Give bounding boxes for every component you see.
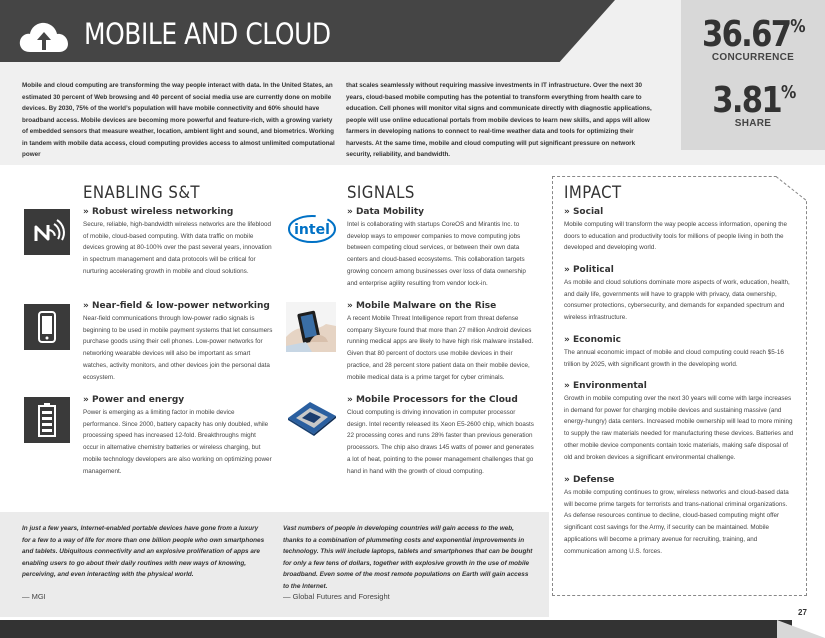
impact-item-social	[564, 207, 796, 254]
quote-source: — MGI	[22, 592, 46, 601]
page-title: MOBILE AND CLOUD	[84, 17, 331, 51]
signals-item	[347, 301, 537, 383]
item-title: » Mobile Processors for the Cloud	[347, 395, 518, 405]
enabling-item	[83, 395, 273, 477]
stat-label: SHARE	[734, 118, 772, 129]
intro-right: that scales seamlessly without requiring massive investments in IT infrastructure. Over the next 30 years, cloud-based mobile computing has the potential to transform everything from health care to education. Cell phones will monitor vital signs and communicate directly with diagnostic applications, people will use online educational portals from mobile devices to learn new skills, and apps will allow farmers in developing nations to connect to real-time weather data and tools for optimizing their harvests. At the same time, mobile and cloud computing will put significant pressure on network security, reliability, and bandwidth.	[346, 82, 652, 158]
item-body: Power is emerging as a limiting factor in mobile device performance. Since 2000, battery capacity has only doubled, while processing speed has increased 12-fold. Breakthroughs might occur in alternative chemistry batteries or wireless charging, but mobile technology developers are also working on optimizing power management.	[83, 409, 272, 475]
item-body: Cloud computing is driving innovation in computer processor design. Intel recently released its Xeon E5-2600 chip, which boasts 22 processing cores and runs 28% faster than previous generation processors. The chip also draws 145 watts of power and generates a lot of heat, pointing to the power management challenges that go hand in hand with the growth of cloud computing.	[347, 409, 534, 475]
stats-box	[681, 0, 825, 150]
item-title: » Economic	[564, 335, 622, 345]
stat-value: 36.67%	[702, 14, 804, 55]
quote-mgi: In just a few years, Internet-enabled portable devices have gone from a luxury for a few to a way of life for more than one billion people who own smartphones and tablets. Ubiquitous connectivity and an explosive proliferation of apps are enabling users to go about their daily routines with new ways of knowing, perceiving, and even interacting with the physical world.	[22, 525, 265, 578]
battery-icon	[24, 397, 70, 443]
item-body: As mobile and cloud solutions dominate more aspects of work, education, health, and daily life, governments will have to grapple with privacy, data ownership, consumer protections, cybersecurity, and demands for expanded spectrum and wireless infrastructure.	[564, 279, 790, 322]
enabling-heading: ENABLING S&T	[83, 183, 201, 203]
signals-item	[347, 395, 537, 477]
processor-chip-image	[286, 398, 338, 438]
impact-heading: IMPACT	[564, 183, 622, 203]
impact-item-economic	[564, 335, 796, 370]
item-title: » Environmental	[564, 381, 647, 391]
item-title: » Mobile Malware on the Rise	[347, 301, 497, 311]
stat-concurrence	[681, 14, 825, 63]
stat-value: 3.81%	[711, 80, 795, 121]
stat-share	[681, 80, 825, 129]
item-body: The annual economic impact of mobile and cloud computing could reach $5-16 trillion by 2025, with significant growth in the developing world.	[564, 349, 784, 368]
impact-corner-decor	[776, 176, 808, 202]
enabling-item	[83, 207, 273, 278]
item-title: » Defense	[564, 475, 615, 485]
signals-item	[347, 207, 537, 289]
item-title: » Data Mobility	[347, 207, 425, 217]
battery-icon-box	[24, 397, 70, 443]
item-title: » Social	[564, 207, 604, 217]
page-number: 27	[798, 608, 807, 617]
intel-logo-text: intel	[294, 222, 330, 238]
intro-left: Mobile and cloud computing are transforming the way people interact with data. In the United States, an estimated 30 percent of Web browsing and 40 percent of social media use are currently done on mobile devices. By 2030, 75% of the world’s population will have mobile connectivity and 60% should have broadband access. Mobile devices are becoming more powerful and feature-rich, with a growing variety of embedded sensors that measure weather, location, ambient light and sound, and biometrics. Working in tandem with mobile data access, cloud computing provides access to almost unlimited computational power	[22, 82, 335, 158]
item-body: Mobile computing will transform the way people access information, opening the doors to education and productivity tools for millions of people living in both the developed and developing world.	[564, 221, 787, 252]
impact-item-environmental	[564, 381, 796, 463]
smartphone-icon-box	[24, 304, 70, 350]
item-body: Secure, reliable, high-bandwidth wireless networks are the lifeblood of mobile, cloud-based computing. With data traffic on mobile devices growing at 80-100% over the past several years, innovation in spectrum management and data protocols will be critical for nurturing accelerating growth in mobile and cloud solutions.	[83, 221, 272, 275]
smartphone-icon	[24, 304, 70, 350]
item-title: » Power and energy	[83, 395, 185, 405]
impact-item-political	[564, 265, 796, 324]
impact-item-defense	[564, 475, 796, 557]
item-body: A recent Mobile Threat Intelligence report from threat defense company Skycure found that more than 27 million Android devices running medical apps are likely to have high risk malware installed. Given that 80 percent of doctors use mobile devices in their practice, and 28 percent store patient data on their mobile device, mobile medical data is a prime target for cyber criminals.	[347, 315, 534, 381]
item-body: Growth in mobile computing over the next 30 years will come with large increases in demand for power for charging mobile devices and sustaining massive (and energy-hungry) data centers. Increased mobile ownership will lead to more mining to supply the raw materials needed for manufacturing these devices. Batteries and other mobile device components contain toxic materials, making safe disposal of old and broken devices a significant environmental challenge.	[564, 395, 794, 461]
footer-corner	[777, 620, 825, 638]
item-body: As mobile computing continues to grow, wireless networks and cloud-based data will become prime targets for terrorists and trans-national criminal organizations. As defense resources continue to decline, cloud-based computing might offer significant cost savings for the Army, if security can be maintained. Mobile applications will become a primary avenue for recruiting, training, and communication among U.S. forces.	[564, 489, 789, 555]
phone-in-hand-image	[286, 302, 336, 352]
footer-bar	[0, 620, 825, 638]
quote-source: — Global Futures and Foresight	[283, 592, 390, 601]
item-title: » Robust wireless networking	[83, 207, 234, 217]
item-body: Intel is collaborating with startups CoreOS and Mirantis Inc. to develop ways to empower companies to move computing jobs between competing cloud services, or between their own data centers and cloud-based ecosystems. This collaboration targets growing concern among businesses over loss of data ownership and enterprise agility resulting from vendor lock-in.	[347, 221, 526, 287]
nfc-icon-box	[24, 209, 70, 255]
enabling-item	[83, 301, 273, 383]
signals-heading: SIGNALS	[347, 183, 415, 203]
intel-logo-icon	[287, 213, 337, 245]
quote-gff: Vast numbers of people in developing countries will gain access to the web, thanks to a combination of plummeting costs and exponential improvements in technology. This will include laptops, tablets and smartphones that can be bought for only a few tens of dollars, together with explosive growth in the use of mobile broadband. Even some of the most remote populations on Earth will gain access to the Internet.	[283, 525, 533, 590]
item-title: » Near-field & low-power networking	[83, 301, 270, 311]
cloud-upload-icon	[18, 20, 70, 54]
stat-label: CONCURRENCE	[711, 52, 795, 63]
nfc-icon	[24, 209, 70, 255]
item-title: » Political	[564, 265, 614, 275]
item-body: Near-field communications through low-power radio signals is beginning to be used in mobile payment systems that let consumers purchase goods using their cell phones. Low-power networks for networking wearable devices will also be important as smart watches, activity monitors, and other devices join the personal data ecosystem.	[83, 315, 273, 381]
